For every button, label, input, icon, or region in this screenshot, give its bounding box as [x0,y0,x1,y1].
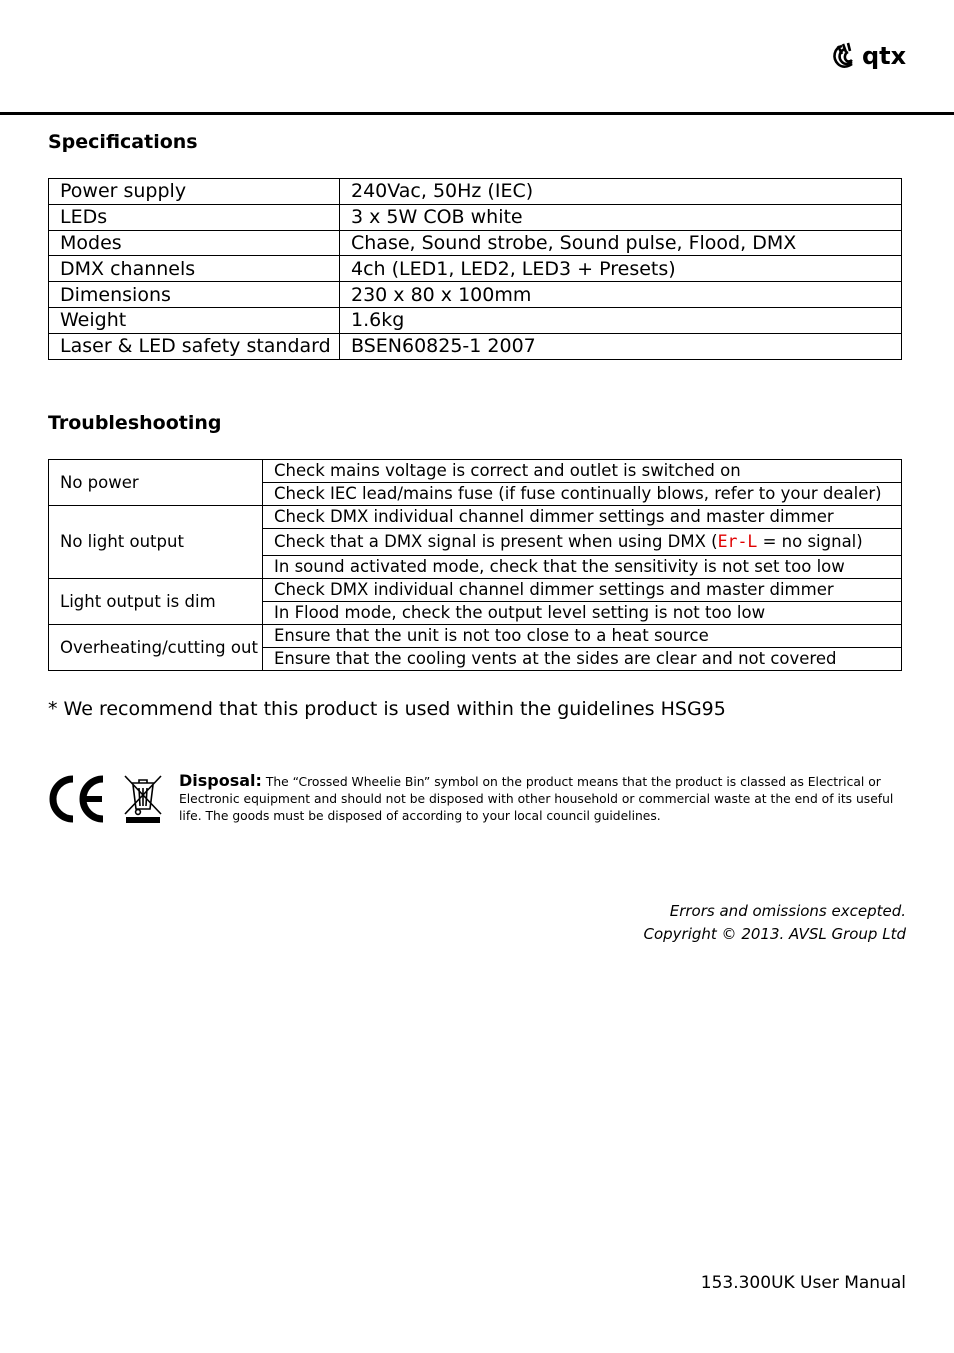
table-row [49,579,902,602]
spec-value: 1.6kg [340,307,902,333]
spec-key: Weight [49,307,340,333]
spec-value: 240Vac, 50Hz (IEC) [340,179,902,205]
problem-cell: Light output is dim [49,579,263,625]
specifications-heading: Specifications [48,131,198,153]
legal-notice [644,900,907,946]
solution-cell: Ensure that the cooling vents at the sides are clear and not covered [263,648,902,671]
solution-cell: Check DMX individual channel dimmer settings and master dimmer [263,579,902,602]
copyright-line: Copyright © 2013. AVSL Group Ltd [643,925,906,943]
solution-text: = no signal) [757,532,863,551]
spec-key: LEDs [49,204,340,230]
spec-value: 3 x 5W COB white [340,204,902,230]
table-row [49,282,902,308]
table-row [49,333,902,359]
errors-line: Errors and omissions excepted. [669,902,906,920]
guidelines-note: * We recommend that this product is used within the guidelines HSG95 [48,698,726,720]
table-row [49,256,902,282]
table-row [49,307,902,333]
ce-mark-icon [48,775,106,823]
table-row [49,179,902,205]
specifications-table [48,178,902,360]
table-row [49,204,902,230]
spec-value: Chase, Sound strobe, Sound pulse, Flood, DMX [340,230,902,256]
solution-cell: Check DMX individual channel dimmer settings and master dimmer [263,506,902,529]
solution-cell [263,529,902,556]
disposal-text [179,772,909,825]
spec-value: BSEN60825-1 2007 [340,333,902,359]
table-row [49,506,902,529]
solution-cell: In Flood mode, check the output level setting is not too low [263,602,902,625]
disposal-body: The “Crossed Wheelie Bin” symbol on the product means that the product is classed as Electrical or Electronic equipment and should not be disposed with other household or commercial waste at the end of its useful life. The goods must be disposed of according to your local council guidelines. [179,775,894,823]
spec-key: Modes [49,230,340,256]
solution-cell: Check IEC lead/mains fuse (if fuse continually blows, refer to your dealer) [263,483,902,506]
solution-text: Check that a DMX signal is present when using DMX ( [274,532,718,551]
problem-cell: No power [49,460,263,506]
spec-key: Power supply [49,179,340,205]
header-rule [0,112,954,115]
brand-logo-text: qtx [862,42,907,70]
problem-cell: No light output [49,506,263,579]
troubleshooting-table [48,459,902,671]
crossed-wheelie-bin-icon [122,773,164,823]
spec-value: 4ch (LED1, LED2, LED3 + Presets) [340,256,902,282]
error-code: Er-L [717,532,758,551]
solution-cell: In sound activated mode, check that the sensitivity is not set too low [263,556,902,579]
disposal-label: Disposal: [179,771,262,790]
solution-cell: Ensure that the unit is not too close to a heat source [263,625,902,648]
page-footer: 153.300UK User Manual [700,1273,906,1293]
table-row [49,230,902,256]
spec-key: Laser & LED safety standard [49,333,340,359]
spec-value: 230 x 80 x 100mm [340,282,902,308]
table-row [49,625,902,648]
troubleshooting-heading: Troubleshooting [48,412,222,434]
table-row [49,460,902,483]
problem-cell: Overheating/cutting out [49,625,263,671]
solution-cell: Check mains voltage is correct and outlet is switched on [263,460,902,483]
spec-key: Dimensions [49,282,340,308]
spec-key: DMX channels [49,256,340,282]
